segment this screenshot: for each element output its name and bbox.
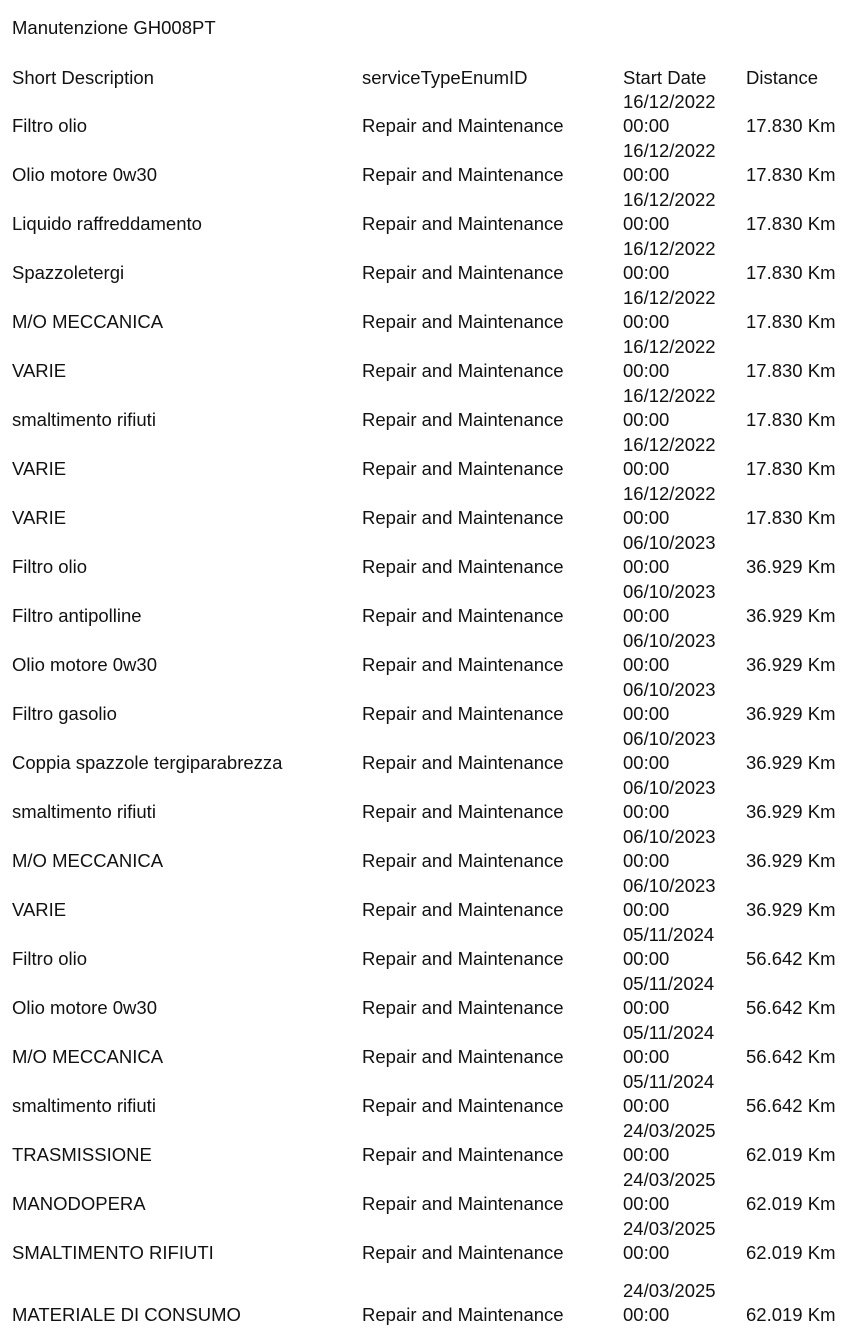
service-type: Repair and Maintenance [362, 997, 564, 1018]
service-type-cell [362, 261, 564, 285]
service-type-cell [362, 359, 564, 383]
table-row [0, 188, 862, 237]
distance-cell [746, 408, 835, 432]
service-type: Repair and Maintenance [362, 1095, 564, 1116]
service-type: Repair and Maintenance [362, 409, 564, 430]
service-type: Repair and Maintenance [362, 1304, 564, 1325]
short-description-cell [12, 653, 157, 677]
service-type-cell [362, 653, 564, 677]
start-time: 00:00 [623, 213, 670, 234]
start-time: 00:00 [623, 262, 670, 283]
short-description: TRASMISSIONE [12, 1144, 152, 1165]
distance-cell [746, 1192, 835, 1216]
table-row [0, 1070, 862, 1119]
distance-cell [746, 800, 835, 824]
short-description: VARIE [12, 507, 67, 528]
distance-cell [746, 947, 835, 971]
service-type: Repair and Maintenance [362, 1193, 564, 1214]
start-date-cell [623, 286, 716, 334]
distance-value: 36.929 Km [746, 801, 836, 822]
service-type-cell [362, 751, 564, 775]
start-date-cell [623, 776, 716, 824]
short-description: Olio motore 0w30 [12, 654, 157, 675]
distance-value: 17.830 Km [746, 262, 836, 283]
service-type: Repair and Maintenance [362, 360, 564, 381]
distance-value: 62.019 Km [746, 1144, 836, 1165]
service-type: Repair and Maintenance [362, 458, 564, 479]
table-row [0, 825, 862, 874]
distance-cell [746, 212, 835, 236]
table-row [0, 139, 862, 188]
short-description-cell [12, 702, 117, 726]
short-description-cell [12, 1192, 146, 1216]
start-date-cell [623, 874, 716, 922]
service-type-cell [362, 604, 564, 628]
service-type: Repair and Maintenance [362, 1046, 564, 1067]
distance-value: 17.830 Km [746, 164, 836, 185]
table-row [0, 1021, 862, 1070]
short-description-cell [12, 996, 157, 1020]
service-type-cell [362, 1094, 564, 1118]
start-date: 24/03/2025 [623, 1120, 716, 1141]
short-description: Spazzoletergi [12, 262, 125, 283]
short-description-cell [12, 849, 163, 873]
service-type: Repair and Maintenance [362, 164, 564, 185]
short-description: VARIE [12, 360, 67, 381]
start-date: 06/10/2023 [623, 728, 716, 749]
distance-value: 17.830 Km [746, 311, 836, 332]
start-date: 06/10/2023 [623, 532, 716, 553]
table-row [0, 384, 862, 433]
service-type-cell [362, 310, 564, 334]
distance-cell [746, 310, 835, 334]
distance-cell [746, 506, 835, 530]
start-date-cell [623, 433, 716, 481]
distance-cell [746, 1303, 835, 1327]
short-description: VARIE [12, 899, 67, 920]
start-date: 06/10/2023 [623, 875, 716, 896]
service-type-cell [362, 1045, 564, 1069]
start-time: 00:00 [623, 507, 670, 528]
service-type-cell [362, 898, 564, 922]
start-time: 00:00 [623, 1144, 670, 1165]
distance-value: 17.830 Km [746, 409, 836, 430]
service-type-cell [362, 1192, 564, 1216]
distance-value: 36.929 Km [746, 850, 836, 871]
distance-cell [746, 261, 835, 285]
table-row [0, 90, 862, 139]
start-date-cell [623, 1168, 716, 1216]
start-time: 00:00 [623, 899, 670, 920]
table-row [0, 1168, 862, 1217]
short-description: smaltimento rifiuti [12, 409, 156, 430]
distance-value: 17.830 Km [746, 507, 836, 528]
short-description-cell [12, 751, 282, 775]
table-row [0, 727, 862, 776]
table-row [0, 237, 862, 286]
service-type: Repair and Maintenance [362, 801, 564, 822]
start-date: 16/12/2022 [623, 189, 716, 210]
start-date-cell [623, 1070, 714, 1118]
distance-cell [746, 1241, 835, 1265]
start-date-cell [623, 139, 716, 187]
short-description: MATERIALE DI CONSUMO [12, 1304, 241, 1325]
start-date: 16/12/2022 [623, 140, 716, 161]
distance-value: 56.642 Km [746, 997, 836, 1018]
start-time: 00:00 [623, 605, 670, 626]
start-date: 16/12/2022 [623, 336, 716, 357]
short-description-cell [12, 506, 66, 530]
start-date-cell [623, 923, 714, 971]
service-type: Repair and Maintenance [362, 605, 564, 626]
start-date: 06/10/2023 [623, 826, 716, 847]
start-time: 00:00 [623, 1046, 670, 1067]
table-row [0, 580, 862, 629]
short-description: Filtro gasolio [12, 703, 117, 724]
start-date-cell [623, 1279, 716, 1327]
short-description: smaltimento rifiuti [12, 801, 156, 822]
short-description: Filtro olio [12, 948, 88, 969]
start-time: 00:00 [623, 752, 670, 773]
service-type-cell [362, 702, 564, 726]
service-type-cell [362, 947, 564, 971]
start-date: 24/03/2025 [623, 1218, 716, 1239]
maintenance-list [0, 90, 862, 1336]
start-date-cell [623, 482, 716, 530]
start-date-cell [623, 1021, 714, 1069]
start-time: 00:00 [623, 654, 670, 675]
distance-cell [746, 702, 835, 726]
service-type-cell [362, 800, 564, 824]
start-date-cell [623, 90, 716, 138]
start-date: 16/12/2022 [623, 91, 716, 112]
distance-cell [746, 1045, 835, 1069]
service-type: Repair and Maintenance [362, 654, 564, 675]
short-description: MANODOPERA [12, 1193, 146, 1214]
short-description-cell [12, 800, 156, 824]
service-type-cell [362, 1241, 564, 1265]
short-description: Filtro antipolline [12, 605, 142, 626]
distance-cell [746, 1094, 835, 1118]
service-type-cell [362, 506, 564, 530]
distance-cell [746, 653, 835, 677]
start-date-cell [623, 727, 716, 775]
service-type-cell [362, 1303, 564, 1327]
distance-cell [746, 604, 835, 628]
start-time: 00:00 [623, 1304, 670, 1325]
start-date: 24/03/2025 [623, 1169, 716, 1190]
short-description: Olio motore 0w30 [12, 997, 157, 1018]
start-time: 00:00 [623, 360, 670, 381]
short-description: Liquido raffreddamento [12, 213, 202, 234]
service-type-cell [362, 114, 564, 138]
start-date: 06/10/2023 [623, 630, 716, 651]
start-date: 06/10/2023 [623, 777, 716, 798]
short-description-cell [12, 1303, 241, 1327]
short-description: Olio motore 0w30 [12, 164, 157, 185]
distance-cell [746, 849, 835, 873]
table-row [0, 433, 862, 482]
header-distance: Distance [746, 67, 818, 88]
start-time: 00:00 [623, 1095, 670, 1116]
start-date: 16/12/2022 [623, 385, 716, 406]
distance-value: 36.929 Km [746, 899, 836, 920]
distance-cell [746, 359, 835, 383]
start-date-cell [623, 237, 716, 285]
short-description: VARIE [12, 458, 67, 479]
distance-cell [746, 751, 835, 775]
distance-cell [746, 163, 835, 187]
start-date-cell [623, 531, 716, 579]
service-type: Repair and Maintenance [362, 752, 564, 773]
start-date-cell [623, 580, 716, 628]
service-type: Repair and Maintenance [362, 115, 564, 136]
start-date: 06/10/2023 [623, 679, 716, 700]
table-row [0, 776, 862, 825]
service-type: Repair and Maintenance [362, 899, 564, 920]
short-description: SMALTIMENTO RIFIUTI [12, 1242, 214, 1263]
header-service-type: serviceTypeEnumID [362, 67, 528, 88]
start-time: 00:00 [623, 1193, 670, 1214]
table-row [0, 629, 862, 678]
table-row [0, 531, 862, 580]
start-date-cell [623, 188, 716, 236]
table-row [0, 335, 862, 384]
service-type-cell [362, 457, 564, 481]
start-date-cell [623, 384, 716, 432]
short-description-cell [12, 555, 87, 579]
service-type: Repair and Maintenance [362, 850, 564, 871]
service-type: Repair and Maintenance [362, 556, 564, 577]
distance-value: 62.019 Km [746, 1242, 836, 1263]
short-description: M/O MECCANICA [12, 850, 164, 871]
service-type: Repair and Maintenance [362, 213, 564, 234]
table-row [0, 1119, 862, 1168]
table-row [0, 972, 862, 1021]
start-time: 00:00 [623, 997, 670, 1018]
service-type: Repair and Maintenance [362, 1242, 564, 1263]
start-date: 16/12/2022 [623, 238, 716, 259]
distance-value: 36.929 Km [746, 654, 836, 675]
distance-cell [746, 898, 835, 922]
distance-cell [746, 996, 835, 1020]
start-date-cell [623, 1119, 716, 1167]
start-date-cell [623, 972, 714, 1020]
start-time: 00:00 [623, 458, 670, 479]
start-time: 00:00 [623, 948, 670, 969]
short-description-cell [12, 310, 163, 334]
service-type-cell [362, 212, 564, 236]
table-row [0, 482, 862, 531]
short-description: Coppia spazzole tergiparabrezza [12, 752, 283, 773]
start-date: 16/12/2022 [623, 483, 716, 504]
table-row [0, 1217, 862, 1266]
service-type: Repair and Maintenance [362, 507, 564, 528]
distance-value: 36.929 Km [746, 703, 836, 724]
start-time: 00:00 [623, 850, 670, 871]
table-row [0, 286, 862, 335]
service-type: Repair and Maintenance [362, 703, 564, 724]
start-time: 00:00 [623, 115, 670, 136]
header-short-description: Short Description [12, 67, 154, 88]
distance-value: 56.642 Km [746, 1095, 836, 1116]
service-type-cell [362, 996, 564, 1020]
short-description-cell [12, 947, 87, 971]
start-date-cell [623, 1217, 716, 1265]
header-start-date: Start Date [623, 67, 707, 88]
distance-value: 17.830 Km [746, 115, 836, 136]
start-date: 06/10/2023 [623, 581, 716, 602]
service-type-cell [362, 555, 564, 579]
service-type: Repair and Maintenance [362, 311, 564, 332]
start-time: 00:00 [623, 164, 670, 185]
distance-cell [746, 1143, 835, 1167]
short-description-cell [12, 604, 142, 628]
start-time: 00:00 [623, 703, 670, 724]
short-description-cell [12, 163, 157, 187]
service-type-cell [362, 1143, 564, 1167]
start-time: 00:00 [623, 311, 670, 332]
distance-value: 17.830 Km [746, 458, 836, 479]
start-time: 00:00 [623, 556, 670, 577]
distance-value: 56.642 Km [746, 1046, 836, 1067]
short-description-cell [12, 1094, 156, 1118]
start-date: 24/03/2025 [623, 1280, 716, 1301]
start-date: 05/11/2024 [623, 973, 715, 994]
distance-cell [746, 114, 835, 138]
service-type: Repair and Maintenance [362, 1144, 564, 1165]
short-description-cell [12, 408, 156, 432]
distance-value: 36.929 Km [746, 556, 836, 577]
start-date-cell [623, 678, 716, 726]
short-description-cell [12, 1045, 163, 1069]
table-row [0, 923, 862, 972]
table-row [0, 1266, 862, 1336]
short-description: M/O MECCANICA [12, 1046, 164, 1067]
start-date: 05/11/2024 [623, 1071, 715, 1092]
service-type-cell [362, 163, 564, 187]
service-type-cell [362, 408, 564, 432]
service-type: Repair and Maintenance [362, 948, 564, 969]
service-type-cell [362, 849, 564, 873]
distance-value: 62.019 Km [746, 1304, 836, 1325]
page-title: Manutenzione GH008PT [12, 17, 216, 38]
start-time: 00:00 [623, 801, 670, 822]
distance-cell [746, 457, 835, 481]
short-description-cell [12, 457, 66, 481]
table-row [0, 874, 862, 923]
service-type: Repair and Maintenance [362, 262, 564, 283]
distance-value: 17.830 Km [746, 360, 836, 381]
short-description: Filtro olio [12, 556, 88, 577]
short-description-cell [12, 359, 66, 383]
short-description: M/O MECCANICA [12, 311, 164, 332]
start-date-cell [623, 335, 716, 383]
table-row [0, 678, 862, 727]
distance-cell [746, 555, 835, 579]
distance-value: 17.830 Km [746, 213, 836, 234]
short-description: smaltimento rifiuti [12, 1095, 156, 1116]
start-date-cell [623, 825, 716, 873]
short-description-cell [12, 1241, 214, 1265]
start-date: 05/11/2024 [623, 924, 715, 945]
short-description-cell [12, 1143, 152, 1167]
short-description-cell [12, 898, 66, 922]
distance-value: 36.929 Km [746, 752, 836, 773]
start-date: 05/11/2024 [623, 1022, 715, 1043]
short-description-cell [12, 114, 87, 138]
distance-value: 36.929 Km [746, 605, 836, 626]
short-description-cell [12, 212, 202, 236]
start-date: 16/12/2022 [623, 434, 716, 455]
short-description-cell [12, 261, 124, 285]
start-time: 00:00 [623, 1242, 670, 1263]
distance-value: 56.642 Km [746, 948, 836, 969]
start-time: 00:00 [623, 409, 670, 430]
distance-value: 62.019 Km [746, 1193, 836, 1214]
start-date-cell [623, 629, 716, 677]
short-description: Filtro olio [12, 115, 88, 136]
start-date: 16/12/2022 [623, 287, 716, 308]
